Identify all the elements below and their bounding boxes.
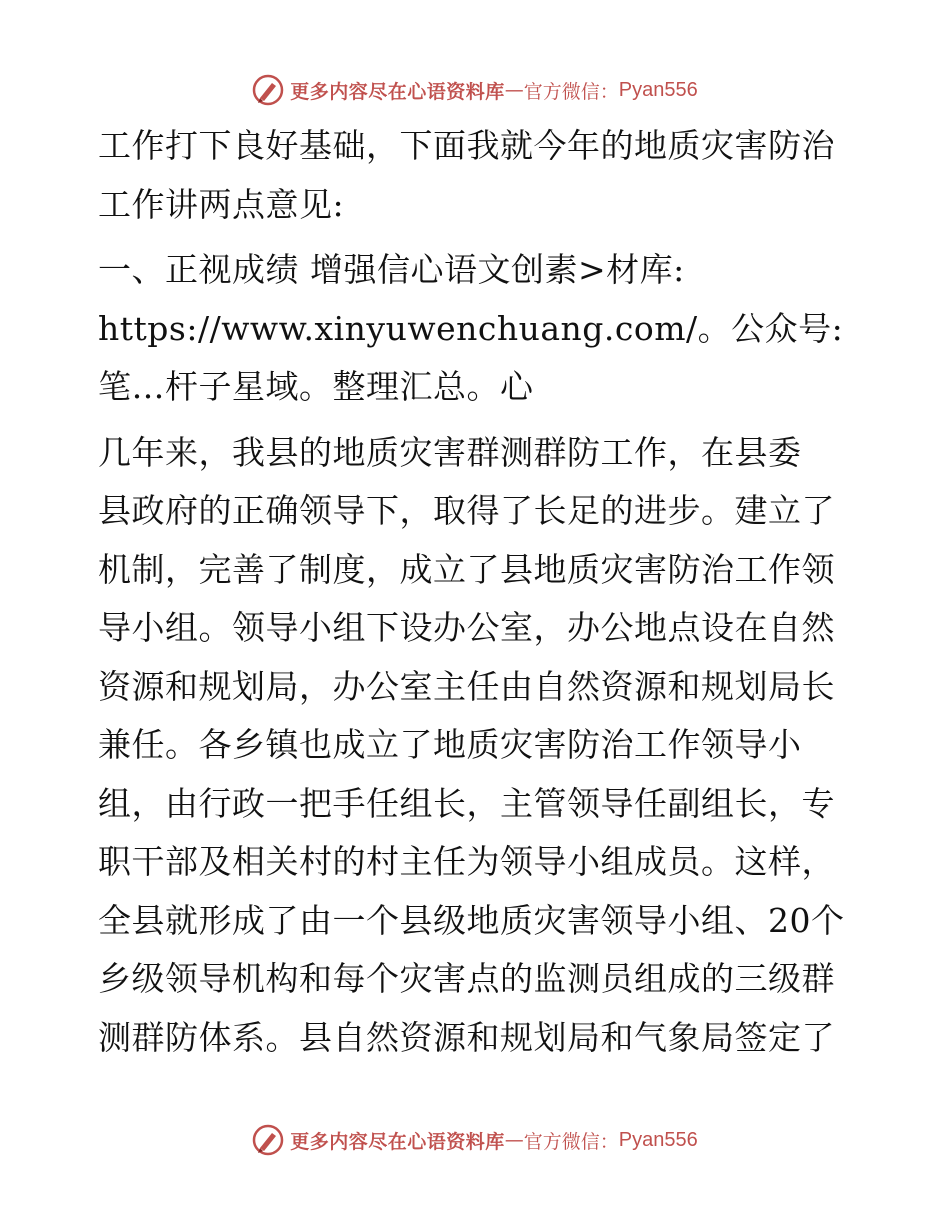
pen-logo-icon [252,1124,284,1156]
banner-wechat-label: 官方微信： [523,1130,619,1153]
pen-logo-icon [252,74,284,106]
banner-site-text: 更多内容尽在心语资料库 [290,80,505,103]
text-line: 资源和规划局，办公室主任由自然资源和规划局长 [98,666,835,706]
text-line: 组，由行政一把手任组长，主管领导任副组长，专 [98,783,835,823]
text-line: 笔…杆子星域。整理汇总。心 [98,367,534,406]
text-line: 职干部及相关村的村主任为领导小组成员。这样， [98,842,835,881]
banner-site-text: 更多内容尽在心语资料库 [290,1130,505,1153]
text-line: 县政府的正确领导下，取得了长足的进步。建立了 [98,491,835,530]
text-line: 导小组。领导小组下设办公室，办公地点设在自然 [98,608,835,647]
text-line: 乡级领导机构和每个灾害点的监测员组成的三级群 [98,959,835,998]
text-line: 几年来，我县的地质灾害群测群防工作，在县委 [98,432,802,472]
text-line: https://www.xinyuwenchuang.com/。公众号: [98,308,844,348]
footer-banner [0,1120,950,1160]
text-line: 机制，完善了制度，成立了县地质灾害防治工作领 [98,549,835,589]
text-line: 测群防体系。县自然资源和规划局和气象局签定了 [98,1017,835,1057]
text-line: 兼任。各乡镇也成立了地质灾害防治工作领导小 [98,725,802,764]
text-line: 全县就形成了由一个县级地质灾害领导小组、20个 [98,900,845,940]
banner-wechat-label: 官方微信： [523,80,619,103]
banner-separator: — [504,79,524,101]
section-heading: 一、正视成绩 增强信心语文创素>材库: [98,250,685,289]
document-body [98,117,868,1067]
banner-wechat-id: Pyan556 [618,78,698,101]
banner-wechat-id: Pyan556 [618,1128,698,1151]
text-line: 工作讲两点意见: [98,184,345,224]
banner-separator: — [504,1129,524,1151]
header-banner [0,70,950,110]
text-line: 工作打下良好基础，下面我就今年的地质灾害防治 [98,126,835,165]
